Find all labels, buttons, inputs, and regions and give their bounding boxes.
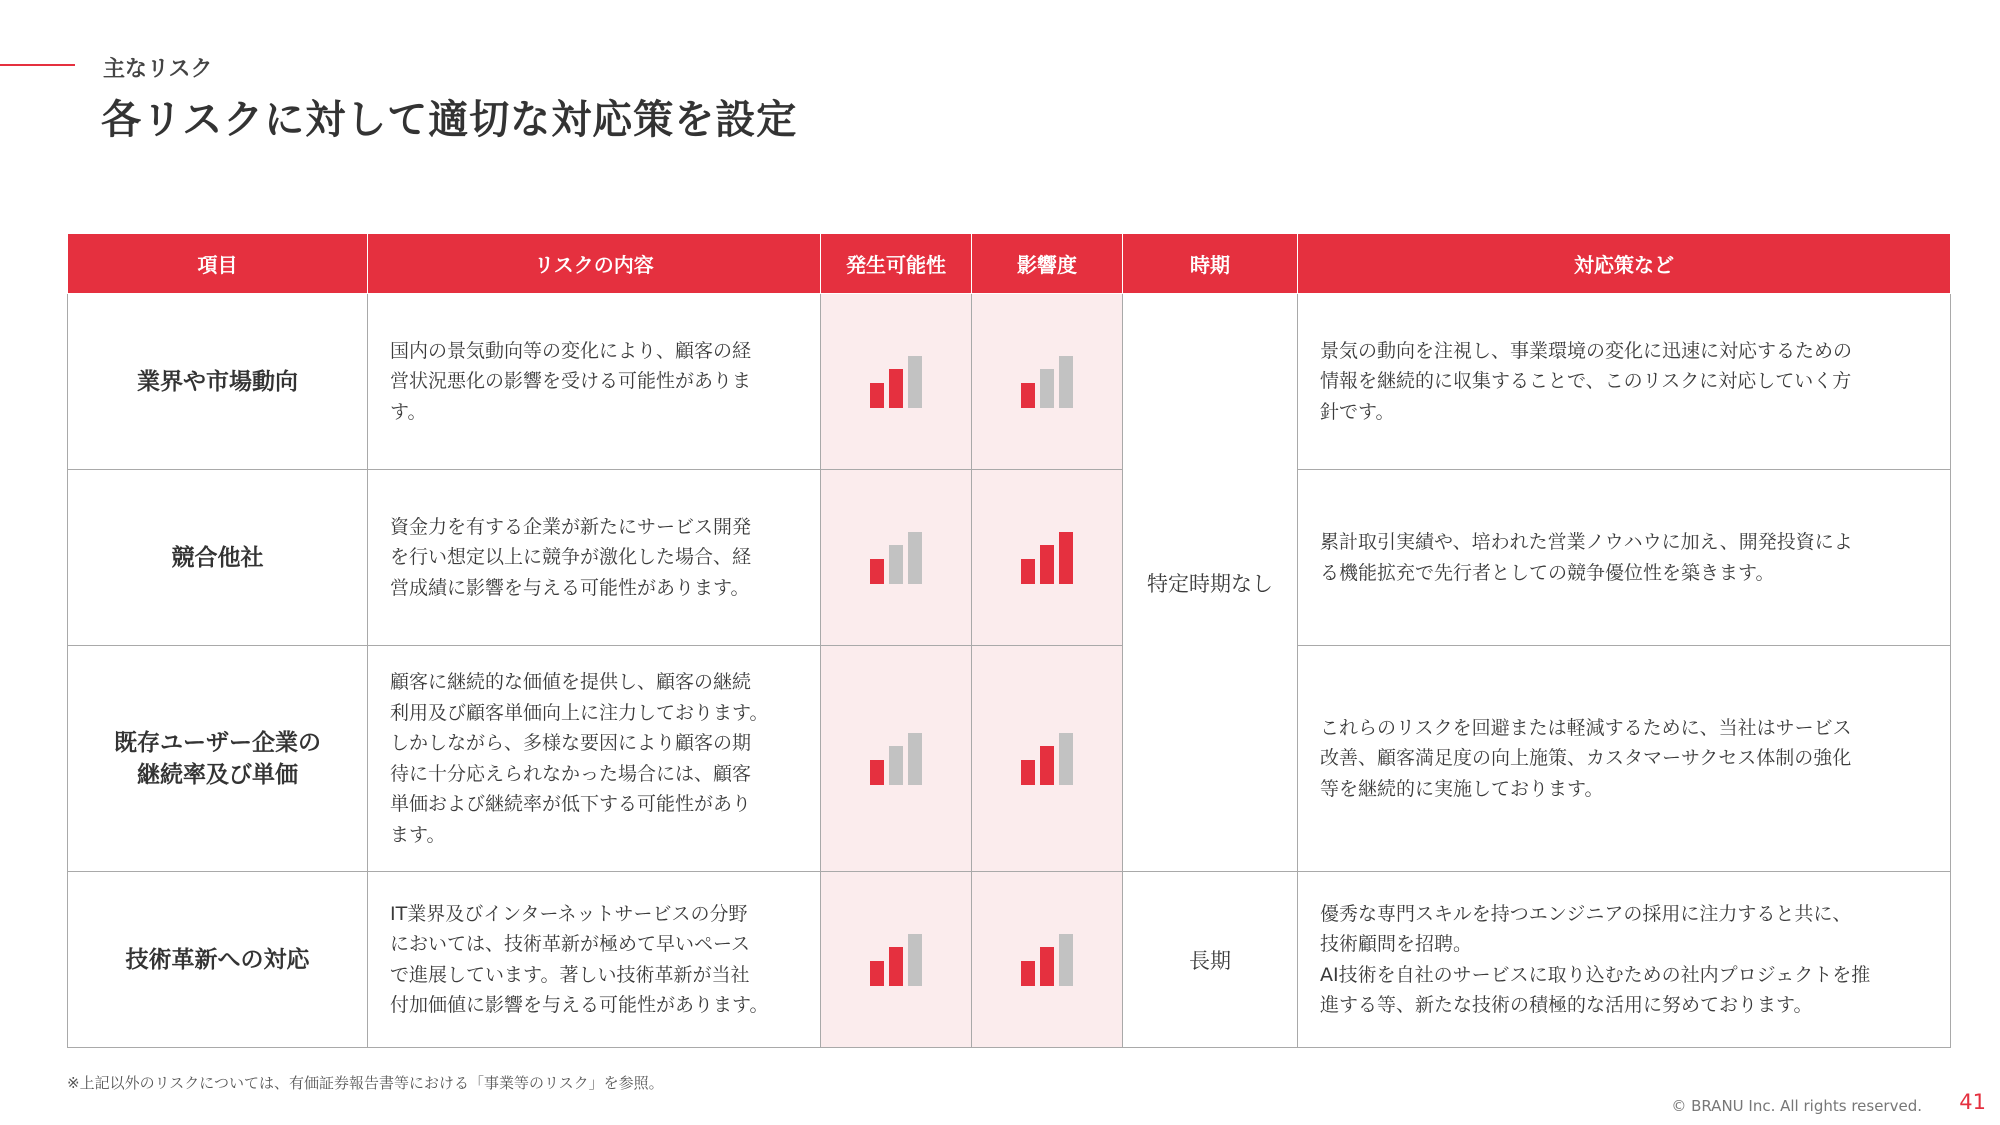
level-bar xyxy=(1059,934,1073,986)
header-content: リスクの内容 xyxy=(368,234,821,294)
risk-measures xyxy=(1298,470,1951,646)
risk-measures-text: 景気の動向を注視し、事業環境の変化に迅速に対応するための 情報を継続的に収集することで、このリスクに対応していく方 針です。 xyxy=(1320,339,1853,423)
impact-meter xyxy=(972,872,1123,1048)
risk-content xyxy=(368,872,821,1048)
impact-meter xyxy=(972,294,1123,470)
table-header-row xyxy=(68,234,1951,294)
period-cell: 長期 xyxy=(1123,872,1298,1048)
risk-content xyxy=(368,470,821,646)
level-bar xyxy=(889,947,903,986)
level-bar xyxy=(1059,733,1073,785)
level-bar xyxy=(870,760,884,785)
header-item: 項目 xyxy=(68,234,368,294)
level-bar xyxy=(870,559,884,584)
risk-content xyxy=(368,646,821,872)
table-row xyxy=(68,646,1951,872)
risk-measures-text: 優秀な専門スキルを持つエンジニアの採用に注力すると共に、 技術顧問を招聘。 AI技術を自社のサービスに取り込むための社内プロジェクトを推 進する等、新たな技術の積極的な活用に努めております。 xyxy=(1320,902,1871,1016)
level-bar xyxy=(1059,356,1073,408)
level-bar xyxy=(870,961,884,986)
level-bar xyxy=(1021,961,1035,986)
header-likelihood: 発生可能性 xyxy=(821,234,972,294)
impact-bars-icon xyxy=(1021,733,1073,785)
level-bar xyxy=(889,746,903,785)
header-measures: 対応策など xyxy=(1298,234,1951,294)
risk-content-text: 顧客に継続的な価値を提供し、顧客の継続 利用及び顧客単価向上に注力しております。 しかしながら、多様な要因により顧客の期 待に十分応えられなかった場合には、顧客 単価および継続率が低下する可能性があり ます。 xyxy=(390,671,769,846)
level-bar xyxy=(908,733,922,785)
likelihood-bars-icon xyxy=(870,934,922,986)
risk-table xyxy=(67,233,1951,1048)
level-bar xyxy=(908,532,922,584)
risk-measures xyxy=(1298,646,1951,872)
risk-item-text: 既存ユーザー企業の 継続率及び単価 xyxy=(114,729,321,788)
likelihood-bars-icon xyxy=(870,532,922,584)
risk-content-text: IT業界及びインターネットサービスの分野 においては、技術革新が極めて早いペース で進展しています。著しい技術革新が当社 付加価値に影響を与える可能性があります。 xyxy=(390,902,769,1016)
level-bar xyxy=(1021,383,1035,408)
likelihood-bars-icon xyxy=(870,733,922,785)
level-bar xyxy=(908,356,922,408)
risk-item: 業界や市場動向 xyxy=(68,294,368,470)
impact-bars-icon xyxy=(1021,934,1073,986)
table-row xyxy=(68,470,1951,646)
risk-content xyxy=(368,294,821,470)
risk-measures-text: 累計取引実績や、培われた営業ノウハウに加え、開発投資によ る機能拡充で先行者としての競争優位性を築きます。 xyxy=(1320,531,1853,584)
impact-bars-icon xyxy=(1021,532,1073,584)
table-row xyxy=(68,294,1951,470)
level-bar xyxy=(1040,545,1054,584)
level-bar xyxy=(1059,532,1073,584)
level-bar xyxy=(1040,746,1054,785)
risk-measures xyxy=(1298,294,1951,470)
risk-item xyxy=(68,646,368,872)
copyright: © BRANU Inc. All rights reserved. xyxy=(1671,1097,1922,1115)
likelihood-meter xyxy=(821,646,972,872)
risk-content-text: 国内の景気動向等の変化により、顧客の経 営状況悪化の影響を受ける可能性がありま す。 xyxy=(390,339,752,423)
level-bar xyxy=(1021,559,1035,584)
risk-measures-text: これらのリスクを回避または軽減するために、当社はサービス 改善、顧客満足度の向上施策、カスタマーサクセス体制の強化 等を継続的に実施しております。 xyxy=(1320,716,1852,800)
likelihood-meter xyxy=(821,872,972,1048)
level-bar xyxy=(908,934,922,986)
accent-line xyxy=(0,64,75,66)
likelihood-meter xyxy=(821,470,972,646)
level-bar xyxy=(1040,947,1054,986)
likelihood-bars-icon xyxy=(870,356,922,408)
period-cell: 特定時期なし xyxy=(1123,294,1298,872)
page-number: 41 xyxy=(1959,1090,1986,1114)
likelihood-meter xyxy=(821,294,972,470)
level-bar xyxy=(889,369,903,408)
risk-item: 技術革新への対応 xyxy=(68,872,368,1048)
level-bar xyxy=(889,545,903,584)
impact-meter xyxy=(972,470,1123,646)
risk-measures xyxy=(1298,872,1951,1048)
header-period: 時期 xyxy=(1123,234,1298,294)
footnote: ※上記以外のリスクについては、有価証券報告書等における「事業等のリスク」を参照。 xyxy=(67,1074,664,1092)
level-bar xyxy=(1040,369,1054,408)
risk-table-container xyxy=(67,233,1950,1048)
page-title: 各リスクに対して適切な対応策を設定 xyxy=(101,97,798,143)
level-bar xyxy=(870,383,884,408)
header-impact: 影響度 xyxy=(972,234,1123,294)
level-bar xyxy=(1021,760,1035,785)
table-row xyxy=(68,872,1951,1048)
risk-item: 競合他社 xyxy=(68,470,368,646)
impact-meter xyxy=(972,646,1123,872)
risk-content-text: 資金力を有する企業が新たにサービス開発 を行い想定以上に競争が激化した場合、経 営成績に影響を与える可能性があります。 xyxy=(390,515,752,599)
impact-bars-icon xyxy=(1021,356,1073,408)
section-subtitle: 主なリスク xyxy=(103,57,213,82)
